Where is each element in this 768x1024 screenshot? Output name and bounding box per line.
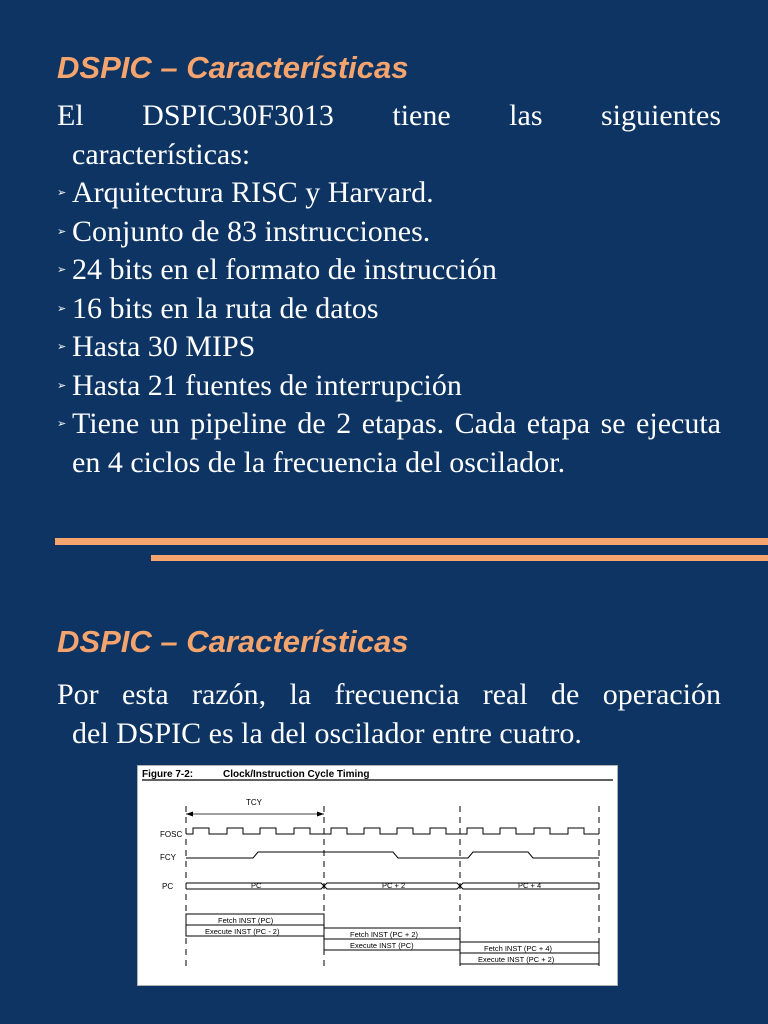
figure-caption: Clock/Instruction Cycle Timing	[223, 769, 370, 780]
bullet-arrow-icon: ➢	[57, 186, 67, 199]
fcy-waveform	[186, 852, 599, 858]
figure-number: Figure 7-2:	[142, 769, 194, 780]
bullet-arrow-icon: ➢	[57, 340, 67, 353]
pc-value: PC	[251, 881, 262, 890]
fosc-waveform	[186, 828, 599, 834]
fcy-label: FCY	[160, 853, 176, 862]
list-item: ➢ Conjunto de 83 instrucciones.	[57, 213, 721, 252]
pc-label: PC	[162, 882, 174, 891]
list-item: ➢ Hasta 30 MIPS	[57, 328, 721, 367]
list-item: ➢ Hasta 21 fuentes de interrupción	[57, 367, 721, 406]
list-item: ➢ 24 bits en el formato de instrucción	[57, 251, 721, 290]
execute-label: Execute INST (PC)	[350, 941, 414, 950]
bullet-arrow-icon: ➢	[57, 224, 67, 238]
fetch-label: Fetch INST (PC)	[218, 916, 274, 925]
intro-line-1: El DSPIC30F3013 tiene las siguientes	[57, 99, 721, 132]
fosc-label: FOSC	[160, 830, 183, 839]
para-line-2: del DSPIC es la del oscilador entre cuatro.	[72, 716, 582, 750]
divider-line-bottom	[151, 555, 768, 561]
tcy-arrowhead-right	[317, 812, 324, 817]
slide-1-title: DSPIC – Características	[57, 50, 409, 85]
para-line-1: Por esta razón, la frecuencia real de operación	[57, 678, 721, 711]
bullet-arrow-icon: ➢	[57, 301, 67, 315]
bullet-arrow-icon: ➢	[57, 263, 67, 276]
fetch-label: Fetch INST (PC + 4)	[484, 944, 553, 953]
slide-1-intro	[57, 97, 721, 174]
bullet-arrow-icon: ➢	[57, 417, 67, 430]
list-item: ➢ Arquitectura RISC y Harvard.	[57, 174, 721, 213]
execute-label: Execute INST (PC + 2)	[478, 955, 555, 964]
feature-list	[57, 174, 721, 482]
divider-line-top	[55, 538, 768, 545]
list-item: ➢ 16 bits en la ruta de datos	[57, 290, 721, 329]
list-item: ➢ Tiene un pipeline de 2 etapas. Cada etapa se ejecuta en 4 ciclos de la frecuencia del oscilador.	[57, 407, 721, 479]
bullet-arrow-icon: ➢	[57, 378, 67, 392]
pc-value: PC + 2	[382, 881, 406, 890]
fetch-label: Fetch INST (PC + 2)	[350, 930, 419, 939]
slide-2-paragraph	[57, 676, 721, 753]
tcy-label: TCY	[246, 798, 262, 807]
tcy-arrowhead-left	[186, 812, 193, 817]
execute-label: Execute INST (PC - 2)	[205, 927, 280, 936]
pc-value: PC + 4	[518, 881, 542, 890]
intro-line-2: características:	[72, 137, 251, 171]
timing-diagram-svg	[138, 766, 617, 985]
slide-2-title: DSPIC – Características	[57, 624, 409, 659]
timing-diagram	[137, 765, 618, 986]
